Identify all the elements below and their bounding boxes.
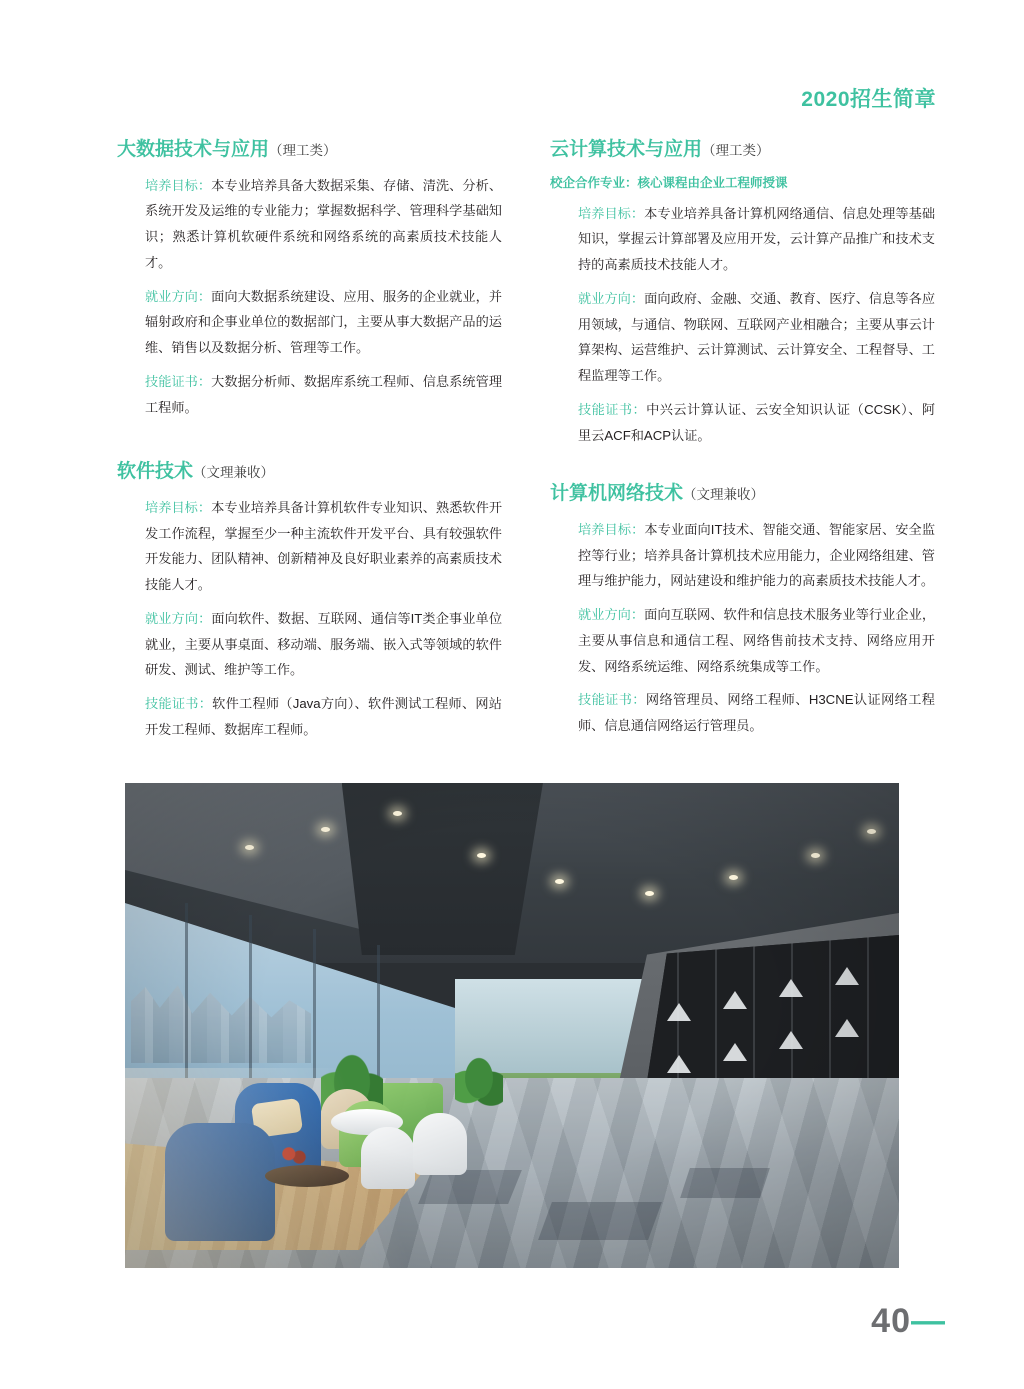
major-title-text: 计算机网络技术	[550, 483, 684, 505]
paragraph-label: 培养目标：	[145, 177, 212, 193]
paragraph-label: 技能证书：	[578, 401, 647, 417]
major-paragraph	[550, 201, 935, 278]
major-title	[117, 138, 502, 163]
major-title	[550, 482, 935, 507]
major-paragraph	[550, 602, 935, 679]
major-title-text: 大数据技术与应用	[117, 139, 270, 160]
major-paragraph	[117, 284, 502, 361]
page-number-value: 40	[871, 1302, 911, 1340]
paragraph-text: 面向软件、数据、互联网、通信等IT类企事业单位就业，主要从事桌面、移动端、服务端、嵌入式等领域的软件研发、测试、维护等工作。	[145, 610, 503, 678]
paragraph-text: 面向互联网、软件和信息技术服务业等行业企业，主要从事信息和通信工程、网络售前技术支持、网络应用开发、网络系统运维、网络系统集成等工作。	[578, 607, 936, 674]
paragraph-label: 技能证书：	[145, 696, 213, 712]
content-columns	[117, 138, 935, 743]
paragraph-text: 网络管理员、网络工程师、H3CNE认证网络工程师、信息通信网络运行管理员。	[578, 692, 935, 734]
paragraph-label: 技能证书：	[145, 373, 212, 389]
major-paragraph	[550, 687, 935, 738]
campus-interior-photo	[125, 783, 899, 1268]
paragraph-text: 本专业培养具备计算机网络通信、信息处理等基础知识，掌握云计算部署及应用开发，云计算产品推广和技术支持的高素质技术技能人才。	[578, 205, 936, 273]
paragraph-label: 就业方向：	[578, 607, 645, 623]
page-number-dash: —	[911, 1302, 946, 1340]
major-paragraph	[117, 495, 502, 598]
major-category: （理工类）	[702, 143, 770, 158]
major-block-big-data	[117, 138, 502, 420]
paragraph-text: 大数据分析师、数据库系统工程师、信息系统管理工程师。	[145, 373, 503, 415]
paragraph-label: 就业方向：	[145, 288, 212, 304]
photo-illustration	[125, 783, 899, 1268]
page-header-title: 2020招生简章	[801, 88, 936, 111]
major-block-cloud	[550, 138, 935, 448]
major-paragraph	[550, 286, 935, 389]
photo-vignette	[125, 783, 899, 1268]
major-title	[117, 460, 502, 485]
major-category: （理工类）	[269, 143, 337, 158]
major-paragraph	[117, 606, 502, 683]
major-block-network	[550, 482, 935, 739]
cooperation-note: 校企合作专业：核心课程由企业工程师授课	[550, 175, 788, 190]
major-title-text: 软件技术	[117, 461, 194, 483]
paragraph-text: 软件工程师（Java方向）、软件测试工程师、网站开发工程师、数据库工程师。	[145, 696, 502, 737]
paragraph-label: 就业方向：	[145, 610, 212, 626]
major-paragraph	[550, 397, 935, 448]
major-category: （文理兼收）	[683, 487, 765, 503]
paragraph-text: 中兴云计算认证、云安全知识认证（CCSK）、阿里云ACF和ACP认证。	[578, 401, 936, 443]
paragraph-label: 技能证书：	[578, 692, 646, 708]
major-paragraph	[117, 691, 502, 742]
paragraph-text: 面向大数据系统建设、应用、服务的企业就业，并辐射政府和企事业单位的数据部门，主要从事大数据产品的运维、销售以及数据分析、管理等工作。	[145, 288, 503, 356]
paragraph-label: 培养目标：	[578, 205, 645, 221]
major-paragraph	[550, 517, 935, 594]
right-column	[550, 138, 935, 743]
paragraph-text: 面向政府、金融、交通、教育、医疗、信息等各应用领域，与通信、物联网、互联网产业相融合；主要从事云计算架构、运营维护、云计算测试、云计算安全、工程督导、工程监理等工作。	[578, 290, 936, 384]
major-title	[550, 138, 935, 163]
left-column	[117, 138, 502, 743]
major-paragraph	[117, 369, 502, 420]
paragraph-text: 本专业面向IT技术、智能交通、智能家居、安全监控等行业；培养具备计算机技术应用能力，企业网络组建、管理与维护能力，网站建设和维护能力的高素质技术技能人才。	[578, 521, 936, 589]
page-number	[871, 1302, 946, 1341]
major-title-text: 云计算技术与应用	[550, 139, 703, 160]
paragraph-label: 培养目标：	[578, 521, 645, 537]
major-paragraph	[117, 173, 502, 276]
major-block-software	[117, 460, 502, 742]
major-category: （文理兼收）	[193, 465, 275, 481]
paragraph-text: 本专业培养具备计算机软件专业知识、熟悉软件开发工作流程，掌握至少一种主流软件开发平台、具有较强软件开发能力、团队精神、创新精神及良好职业素养的高素质技术技能人才。	[145, 499, 503, 593]
paragraph-text: 本专业培养具备大数据采集、存储、清洗、分析、系统开发及运维的专业能力；掌握数据科学、管理科学基础知识；熟悉计算机软硬件系统和网络系统的高素质技术技能人才。	[145, 177, 503, 270]
paragraph-label: 培养目标：	[145, 499, 212, 515]
paragraph-label: 就业方向：	[578, 290, 645, 306]
